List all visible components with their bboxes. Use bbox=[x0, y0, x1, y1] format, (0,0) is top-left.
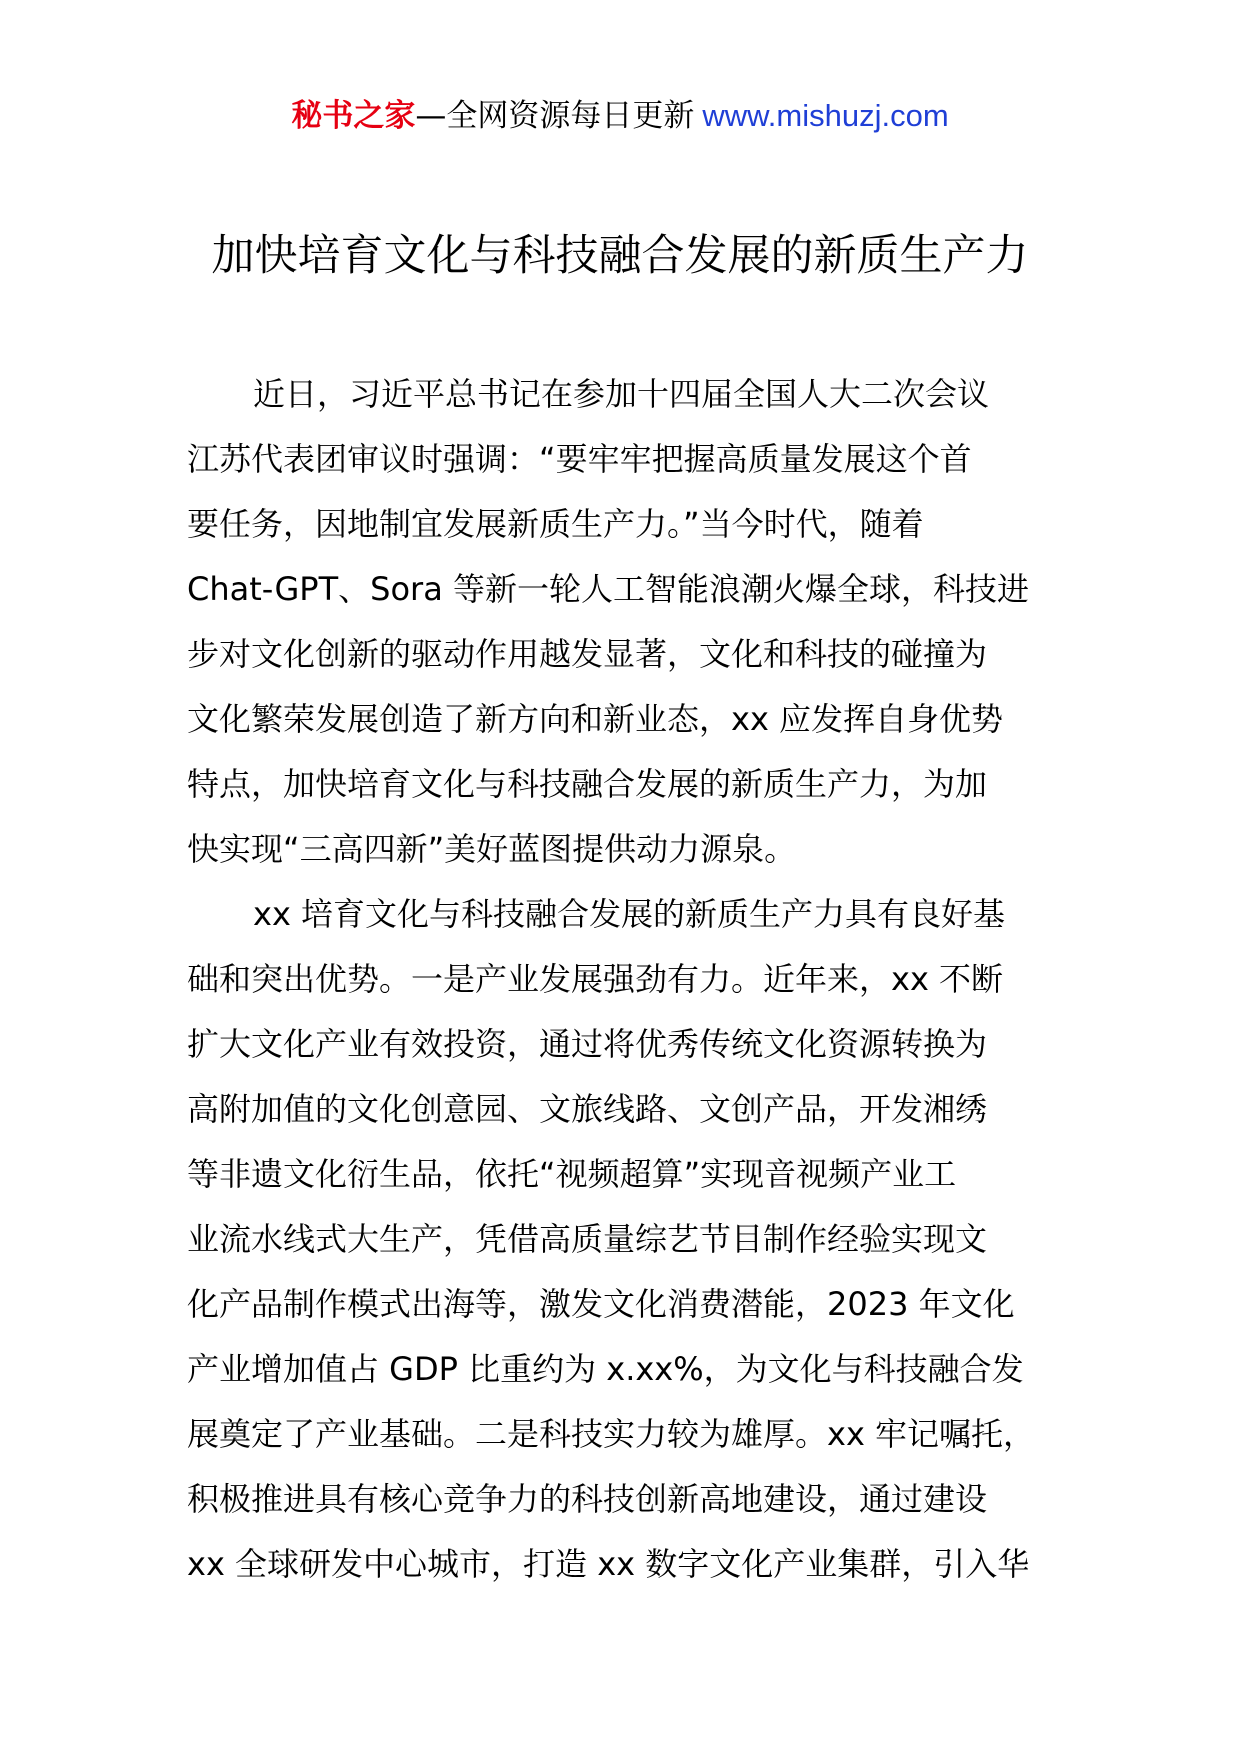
paragraph-line: 扩大文化产业有效投资，通过将优秀传统文化资源转换为 bbox=[187, 1025, 988, 1063]
paragraph-2 bbox=[187, 882, 1067, 1597]
paragraph-line: xx 全球研发中心城市，打造 xx 数字文化产业集群，引入华 bbox=[187, 1545, 1030, 1583]
site-url-link[interactable]: www.mishuzj.com bbox=[702, 98, 949, 133]
paragraph-line: 业流水线式大生产，凭借高质量综艺节目制作经验实现文 bbox=[187, 1220, 988, 1258]
paragraph-line: 特点，加快培育文化与科技融合发展的新质生产力，为加 bbox=[187, 765, 988, 803]
site-brand: 秘书之家 bbox=[291, 98, 416, 134]
document-title: 加快培育文化与科技融合发展的新质生产力 bbox=[211, 231, 1029, 281]
paragraph-line: 江苏代表团审议时强调：“要牢牢把握高质量发展这个首 bbox=[187, 440, 972, 478]
paragraph-line: 要任务，因地制宜发展新质生产力。”当今时代，随着 bbox=[187, 505, 924, 543]
paragraph-line: 积极推进具有核心竞争力的科技创新高地建设，通过建设 bbox=[187, 1480, 988, 1518]
paragraph-1 bbox=[187, 362, 1067, 882]
paragraph-line: 化产品制作模式出海等，激发文化消费潜能，2023 年文化 bbox=[187, 1285, 1015, 1323]
site-tagline: —全网资源每日更新 bbox=[415, 98, 695, 134]
paragraph-line: 等非遗文化衍生品，依托“视频超算”实现音视频产业工 bbox=[187, 1155, 957, 1193]
paragraph-line: 高附加值的文化创意园、文旅线路、文创产品，开发湘绣 bbox=[187, 1090, 988, 1128]
paragraph-line: xx 培育文化与科技融合发展的新质生产力具有良好基 bbox=[253, 895, 1006, 933]
paragraph-line: 文化繁荣发展创造了新方向和新业态，xx 应发挥自身优势 bbox=[187, 700, 1004, 738]
paragraph-line: Chat-GPT、Sora 等新一轮人工智能浪潮火爆全球，科技进 bbox=[187, 570, 1029, 608]
document-body bbox=[187, 362, 1067, 1597]
paragraph-line: 础和突出优势。一是产业发展强劲有力。近年来，xx 不断 bbox=[187, 960, 1004, 998]
paragraph-line: 快实现“三高四新”美好蓝图提供动力源泉。 bbox=[187, 830, 797, 868]
paragraph-line: 步对文化创新的驱动作用越发显著，文化和科技的碰撞为 bbox=[187, 635, 988, 673]
paragraph-line: 产业增加值占 GDP 比重约为 x.xx%，为文化与科技融合发 bbox=[187, 1350, 1024, 1388]
site-header bbox=[0, 96, 1240, 136]
paragraph-line: 近日，习近平总书记在参加十四届全国人大二次会议 bbox=[253, 375, 990, 413]
paragraph-line: 展奠定了产业基础。二是科技实力较为雄厚。xx 牢记嘱托， bbox=[187, 1415, 1036, 1453]
